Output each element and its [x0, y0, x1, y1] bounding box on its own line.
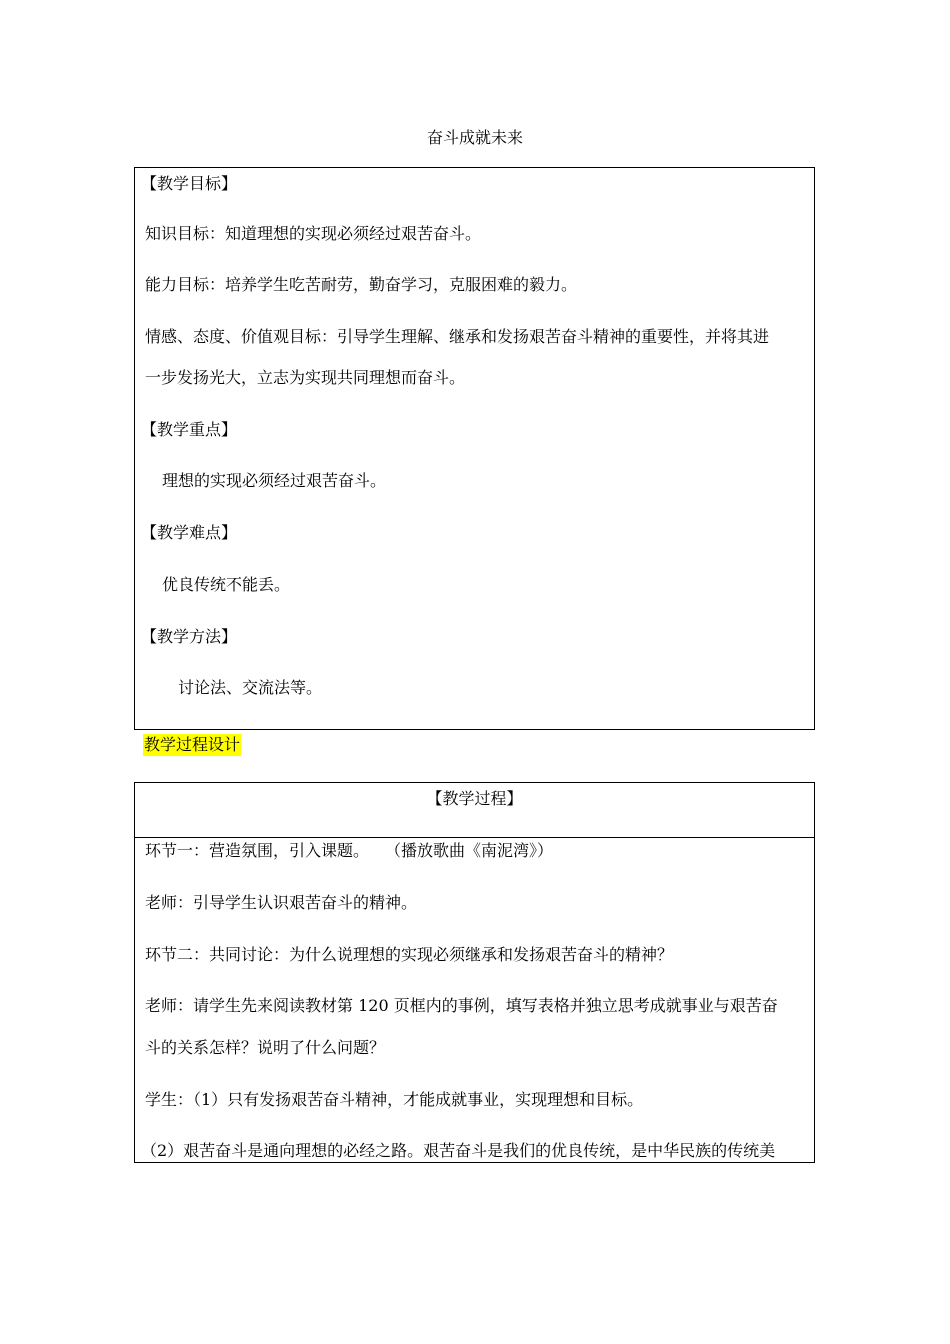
ability-objective: 能力目标：培养学生吃苦耐劳，勤奋学习，克服困难的毅力。 — [145, 275, 578, 294]
emotion-objective-line2: 一步发扬光大，立志为实现共同理想而奋斗。 — [145, 368, 466, 387]
difficulty-text: 优良传统不能丢。 — [162, 575, 291, 594]
key-point-text: 理想的实现必须经过艰苦奋斗。 — [162, 471, 387, 490]
emotion-objective-line1: 情感、态度、价值观目标：引导学生理解、继承和发扬艰苦奋斗精神的重要性，并将其进 — [145, 327, 770, 346]
student2-text: （2）艰苦奋斗是通向理想的必经之路。艰苦奋斗是我们的优良传统，是中华民族的传统美 — [141, 1141, 776, 1160]
method-heading: 【教学方法】 — [141, 627, 238, 646]
process-heading: 【教学过程】 — [426, 789, 523, 808]
teacher2-text-line1: 老师：请学生先来阅读教材第 120 页框内的事例，填写表格并独立思考成就事业与艰苦奋 — [145, 996, 778, 1015]
process-header-cell — [135, 783, 814, 838]
objectives-heading: 【教学目标】 — [141, 174, 238, 193]
teaching-process-box — [134, 782, 815, 1163]
key-point-heading: 【教学重点】 — [141, 420, 238, 439]
teacher1-text: 老师：引导学生认识艰苦奋斗的精神。 — [145, 893, 418, 912]
step1-text: 环节一：营造氛围，引入课题。 （播放歌曲《南泥湾》） — [145, 841, 554, 860]
step2-text: 环节二：共同讨论：为什么说理想的实现必须继承和发扬艰苦奋斗的精神？ — [145, 945, 674, 964]
student1-text: 学生：（1）只有发扬艰苦奋斗精神，才能成就事业，实现理想和目标。 — [145, 1090, 644, 1109]
difficulty-heading: 【教学难点】 — [141, 523, 238, 542]
teaching-goals-box — [134, 167, 815, 730]
knowledge-objective: 知识目标：知道理想的实现必须经过艰苦奋斗。 — [145, 224, 482, 243]
teacher2-text-line2: 斗的关系怎样？说明了什么问题？ — [145, 1038, 386, 1057]
process-design-label: 教学过程设计 — [144, 735, 241, 754]
page-title: 奋斗成就未来 — [426, 128, 523, 147]
method-text: 讨论法、交流法等。 — [178, 678, 323, 697]
